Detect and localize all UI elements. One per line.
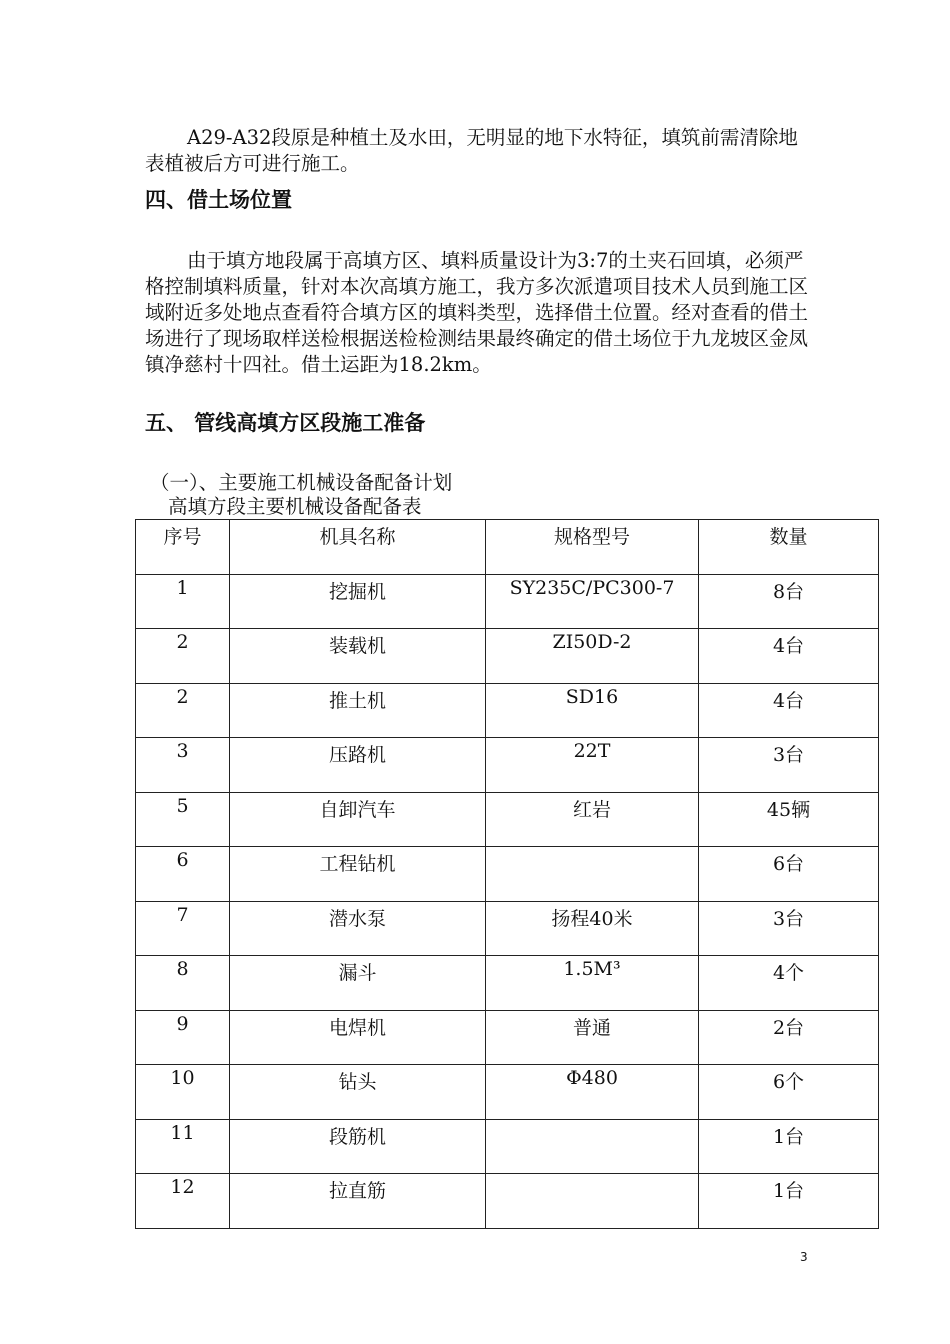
- cell-quantity: 3台: [699, 901, 879, 956]
- table-row: [136, 847, 879, 902]
- cell-spec-model: SY235C/PC300-7: [486, 574, 699, 629]
- cell-spec-model: 扬程40米: [486, 901, 699, 956]
- cell-equipment-name: 拉直筋: [230, 1174, 486, 1229]
- cell-spec-model: 1.5M³: [486, 956, 699, 1011]
- cell-serial-no: 8: [136, 956, 230, 1011]
- page-number: 3: [800, 1250, 808, 1264]
- cell-spec-model: SD16: [486, 683, 699, 738]
- cell-equipment-name: 挖掘机: [230, 574, 486, 629]
- cell-equipment-name: 工程钻机: [230, 847, 486, 902]
- cell-quantity: 8台: [699, 574, 879, 629]
- cell-quantity: 6台: [699, 847, 879, 902]
- cell-equipment-name: 段筋机: [230, 1119, 486, 1174]
- table-row: [136, 901, 879, 956]
- section-4-paragraph: 由于填方地段属于高填方区、填料质量设计为3:7的土夹石回填，必须严格控制填料质量，针对本次高填方施工，我方多次派遣项目技术人员到施工区域附近多处地点查看符合填方区的填料类型，选择借土位置。经对查看的借土场进行了现场取样送检根据送检检测结果最终确定的借土场位于九龙坡区金凤镇净慈村十四社。借土运距为18.2km。: [145, 249, 809, 376]
- table-row: [136, 738, 879, 793]
- cell-equipment-name: 自卸汽车: [230, 792, 486, 847]
- cell-quantity: 1台: [699, 1174, 879, 1229]
- table-row: [136, 574, 879, 629]
- header-equipment-name: 机具名称: [230, 520, 486, 575]
- section-5-heading: 五、 管线高填方区段施工准备: [145, 411, 426, 435]
- cell-quantity: 2台: [699, 1010, 879, 1065]
- table-row: [136, 792, 879, 847]
- cell-quantity: 4台: [699, 683, 879, 738]
- cell-spec-model: ZI50D-2: [486, 629, 699, 684]
- cell-serial-no: 6: [136, 847, 230, 902]
- header-serial-no: 序号: [136, 520, 230, 575]
- section-4-heading: 四、借土场位置: [145, 188, 292, 212]
- header-spec-model: 规格型号: [486, 520, 699, 575]
- cell-serial-no: 3: [136, 738, 230, 793]
- cell-equipment-name: 推土机: [230, 683, 486, 738]
- cell-spec-model: 普通: [486, 1010, 699, 1065]
- cell-equipment-name: 漏斗: [230, 956, 486, 1011]
- cell-serial-no: 2: [136, 683, 230, 738]
- cell-serial-no: 2: [136, 629, 230, 684]
- cell-spec-model: 红岩: [486, 792, 699, 847]
- table-row: [136, 1010, 879, 1065]
- cell-quantity: 45辆: [699, 792, 879, 847]
- cell-serial-no: 11: [136, 1119, 230, 1174]
- cell-equipment-name: 装载机: [230, 629, 486, 684]
- cell-quantity: 4个: [699, 956, 879, 1011]
- cell-serial-no: 10: [136, 1065, 230, 1120]
- cell-spec-model: [486, 847, 699, 902]
- cell-equipment-name: 钻头: [230, 1065, 486, 1120]
- table-row: [136, 683, 879, 738]
- table-row: [136, 956, 879, 1011]
- header-quantity: 数量: [699, 520, 879, 575]
- cell-equipment-name: 压路机: [230, 738, 486, 793]
- intro-paragraph: A29-A32段原是种植土及水田，无明显的地下水特征，填筑前需清除地表植被后方可进行施工。: [145, 126, 798, 175]
- cell-serial-no: 1: [136, 574, 230, 629]
- table-row: [136, 1174, 879, 1229]
- cell-quantity: 3台: [699, 738, 879, 793]
- equipment-plan-subheading: （一）、主要施工机械设备配备计划: [150, 471, 453, 494]
- cell-quantity: 1台: [699, 1119, 879, 1174]
- cell-spec-model: Φ480: [486, 1065, 699, 1120]
- cell-serial-no: 5: [136, 792, 230, 847]
- table-row: [136, 629, 879, 684]
- cell-serial-no: 12: [136, 1174, 230, 1229]
- cell-spec-model: 22T: [486, 738, 699, 793]
- cell-quantity: 6个: [699, 1065, 879, 1120]
- equipment-table-caption: 高填方段主要机械设备配备表: [168, 495, 422, 518]
- table-row: [136, 1119, 879, 1174]
- cell-serial-no: 7: [136, 901, 230, 956]
- table-header-row: [136, 520, 879, 575]
- cell-equipment-name: 潜水泵: [230, 901, 486, 956]
- cell-quantity: 4台: [699, 629, 879, 684]
- cell-equipment-name: 电焊机: [230, 1010, 486, 1065]
- table-row: [136, 1065, 879, 1120]
- cell-serial-no: 9: [136, 1010, 230, 1065]
- cell-spec-model: [486, 1174, 699, 1229]
- equipment-table: [135, 519, 879, 1229]
- cell-spec-model: [486, 1119, 699, 1174]
